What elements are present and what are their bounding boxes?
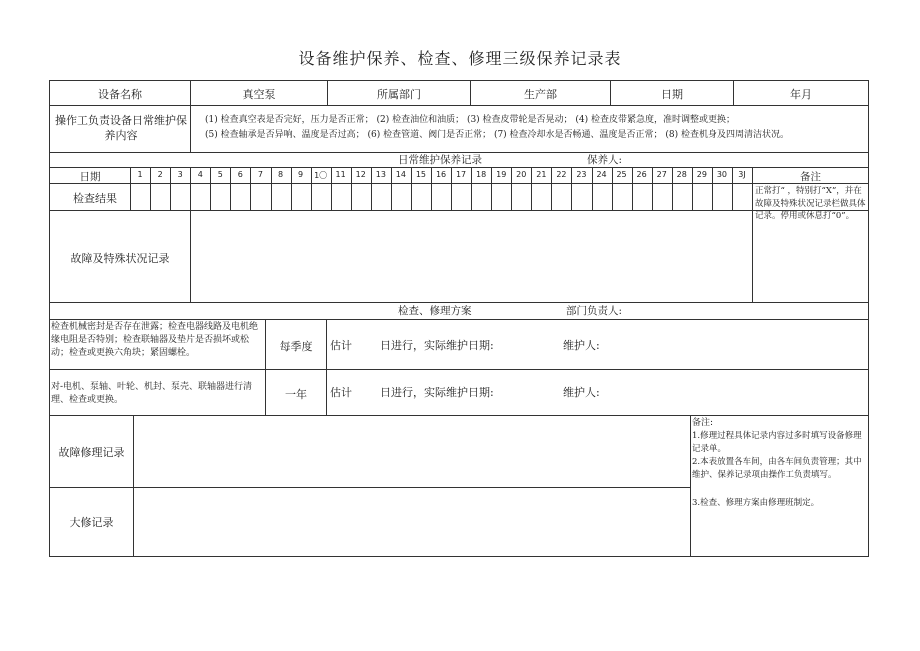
plan-row-1-maintainer: 维护人: — [563, 339, 600, 352]
day-column-rule — [230, 167, 231, 210]
date-value: 年月 — [790, 88, 812, 101]
day-label: 17 — [455, 170, 467, 179]
rule — [49, 167, 869, 168]
day-label: 24 — [596, 170, 607, 179]
rule — [49, 302, 869, 303]
day-label: 15 — [415, 170, 427, 179]
day-label: 13 — [375, 170, 386, 179]
day-column-rule — [732, 167, 733, 210]
day-label: 27 — [656, 170, 667, 179]
rule — [868, 80, 869, 557]
day-column-rule — [331, 167, 332, 210]
rule — [49, 487, 690, 488]
day-label: 3 — [177, 170, 183, 179]
day-column-rule — [612, 167, 613, 210]
day-column-rule — [551, 167, 552, 210]
day-label: 21 — [536, 170, 547, 179]
day-column-rule — [632, 167, 633, 210]
plan-row-1-actual: 日进行，实际维护日期: — [380, 339, 494, 352]
rule — [690, 415, 691, 556]
day-column-rule — [592, 167, 593, 210]
day-label: 1〇 — [314, 171, 328, 180]
day-label: 30 — [716, 170, 728, 179]
plan-row-1-period: 每季度 — [279, 340, 313, 353]
rule — [133, 415, 134, 556]
remark-header: 备注 — [800, 171, 821, 183]
rule — [49, 80, 869, 81]
rule — [49, 183, 869, 184]
plan-row-2-actual: 日进行，实际维护日期: — [380, 386, 494, 399]
plan-row-2-content: 对-电机、泵轴、叶轮、机封、泵壳、联轴器进行清理、检查或更换。 — [51, 382, 253, 405]
fault-repair-label: 故障修理记录 — [58, 446, 125, 459]
day-label: 23 — [576, 170, 587, 179]
day-label: 3J — [738, 170, 746, 179]
day-label: 20 — [516, 170, 527, 179]
rule — [49, 105, 869, 106]
day-label: 26 — [636, 170, 647, 179]
rule — [49, 556, 869, 557]
equipment-name-label: 设备名称 — [98, 88, 142, 101]
day-label: 2 — [157, 170, 163, 179]
daily-record-title: 日常维护保养记录 — [398, 154, 482, 166]
check-result-label: 检查结果 — [73, 192, 117, 205]
daily-maintenance-line-2: (5) 检查轴承是否异响、温度是否过高； (6) 检查管道、阀门是否正常； (7) 检查冷却水是否畅通、温度是否正常； (8) 检查机身及四周清洁状况。 — [205, 130, 790, 140]
note-1: 1.修理过程具体记录内容过多时填写设备修理记录单。 — [692, 431, 862, 454]
day-column-rule — [391, 167, 392, 210]
day-column-rule — [351, 167, 352, 210]
department-value: 生产部 — [524, 88, 557, 101]
day-label: 12 — [355, 170, 366, 179]
day-label: 5 — [217, 170, 223, 179]
day-column-rule — [311, 167, 312, 210]
day-column-rule — [491, 167, 492, 210]
fault-record-label: 故障及特殊状况记录 — [70, 252, 170, 265]
rule — [49, 80, 50, 557]
day-row-label: 日期 — [79, 171, 101, 183]
day-column-rule — [692, 167, 693, 210]
note-3: 3.检查、修理方案由修理班制定。 — [692, 498, 820, 508]
rule — [190, 105, 191, 152]
day-label: 9 — [298, 170, 304, 179]
rule — [49, 369, 869, 370]
department-label: 所属部门 — [377, 88, 421, 101]
day-label: 1 — [137, 170, 143, 179]
day-column-rule — [451, 167, 452, 210]
rule — [49, 210, 869, 211]
plan-title: 检查、修理方案 — [398, 305, 472, 317]
day-column-rule — [271, 167, 272, 210]
plan-row-1-content: 检查机械密封是否存在泄露；检查电器线路及电机绝缘电阻是否特别；检查联轴器及垫片是否损坏或松动；检查或更换六角块；紧固螺栓。 — [51, 322, 259, 358]
day-label: 18 — [476, 170, 487, 179]
overhaul-label: 大修记录 — [69, 516, 114, 529]
day-column-rule — [672, 167, 673, 210]
daily-maintenance-line-1: (1) 检查真空表是否完好，压力是否正常； (2) 检查油位和油质； (3) 检查皮带轮是否晃动； (4) 检查皮带紧急度，准时调整或更换； — [205, 115, 736, 125]
day-column-rule — [291, 167, 292, 210]
day-column-rule — [250, 167, 251, 210]
rule — [326, 319, 327, 415]
day-column-rule — [712, 167, 713, 210]
day-column-rule — [170, 167, 171, 210]
day-label: 16 — [435, 170, 447, 179]
plan-row-1-estimate: 估计 — [330, 339, 352, 352]
day-column-rule — [371, 167, 372, 210]
rule — [49, 319, 869, 320]
maintainer-label: 保养人: — [587, 154, 623, 166]
day-label: 22 — [556, 170, 567, 179]
rule — [752, 167, 753, 302]
day-column-rule — [150, 167, 151, 210]
day-label: 14 — [395, 170, 406, 179]
day-label: 4 — [197, 170, 203, 179]
rule — [49, 152, 869, 153]
day-column-rule — [531, 167, 532, 210]
dept-head-label: 部门负责人: — [566, 305, 623, 317]
day-column-rule — [652, 167, 653, 210]
day-column-rule — [471, 167, 472, 210]
plan-row-2-estimate: 估计 — [330, 386, 352, 399]
day-column-rule — [431, 167, 432, 210]
day-label: 29 — [696, 170, 707, 179]
day-label: 25 — [616, 170, 627, 179]
day-label: 11 — [335, 170, 346, 179]
day-label: 7 — [257, 170, 263, 179]
equipment-name-value: 真空泵 — [242, 88, 276, 101]
day-column-rule — [571, 167, 572, 210]
date-label: 日期 — [661, 88, 683, 101]
day-column-rule — [210, 167, 211, 210]
page-title: 设备维护保养、检查、修理三级保养记录表 — [298, 49, 622, 68]
rule — [49, 415, 869, 416]
day-column-rule — [411, 167, 412, 210]
day-column-rule — [511, 167, 512, 210]
plan-row-2-period: 一年 — [285, 388, 307, 401]
day-label: 8 — [278, 170, 284, 179]
day-column-rule — [190, 167, 191, 210]
note-2: 2.本表放置各车间，由各车间负责管理；其中维护、保养记录项由操作工负责填写。 — [692, 457, 862, 480]
remark-note: 正常打“ ，特别打“X”，并在故障及特殊状况记录栏做具体记录。停用或休息打“0”。 — [755, 186, 866, 221]
day-label: 6 — [237, 170, 243, 179]
plan-row-2-maintainer: 维护人: — [563, 386, 600, 399]
daily-maintenance-label: 操作工负责设备日常维护保养内容 — [55, 114, 187, 142]
day-label: 19 — [496, 170, 507, 179]
day-label: 28 — [676, 170, 687, 179]
notes-title: 备注: — [692, 418, 714, 428]
